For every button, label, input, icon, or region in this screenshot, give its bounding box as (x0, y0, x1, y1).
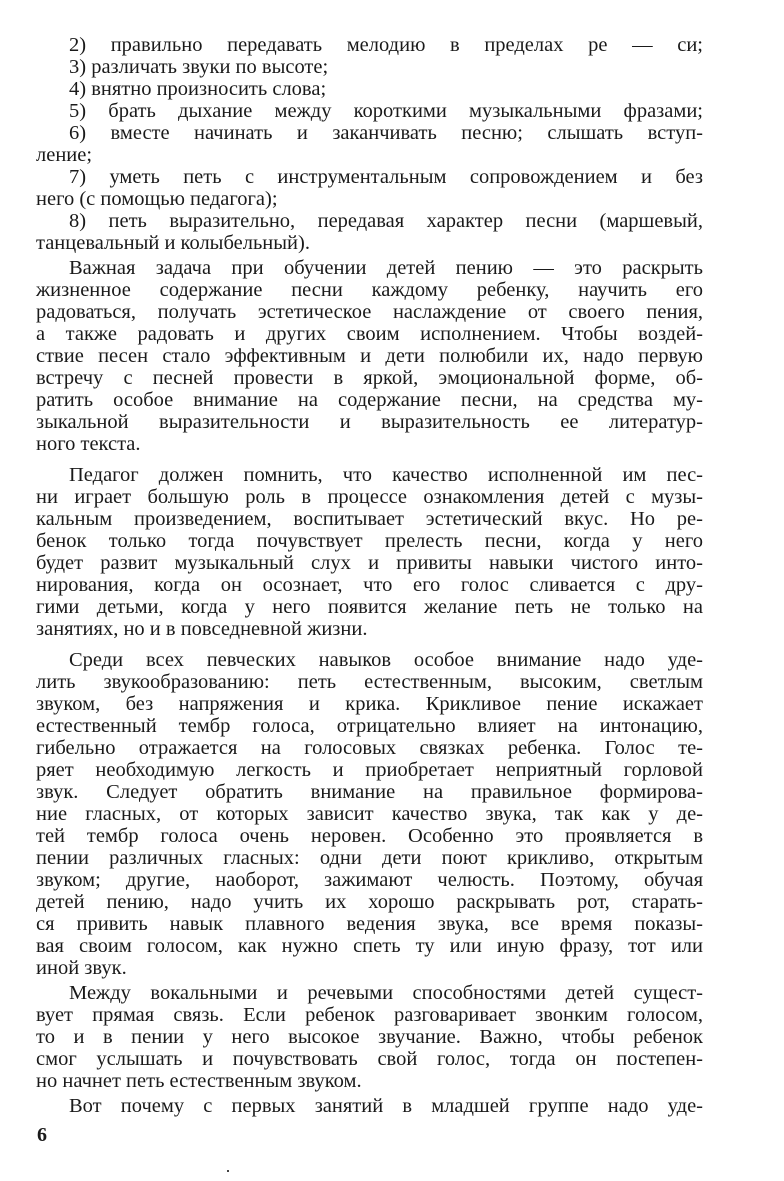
text-line: детей пению, надо учить их хорошо раскрывать рот, старать- (36, 891, 703, 913)
text-line: ствие песен стало эффективным и дети полюбили их, надо первую (36, 345, 703, 367)
text-line: звук. Следует обратить внимание на правильное формирова- (36, 781, 703, 803)
text-line: зыкальной выразительности и выразительность ее литератур- (36, 411, 703, 433)
list-item (36, 56, 703, 78)
text-line: жизненное содержание песни каждому ребенку, научить его (36, 279, 703, 301)
text-line: Среди всех певческих навыков особое внимание надо уде- (69, 649, 703, 671)
list-item (36, 210, 703, 254)
text-line: бенок только тогда почувствует прелесть песни, когда у него (36, 530, 703, 552)
text-line: нирования, когда он осознает, что его голос сливается с дру- (36, 574, 703, 596)
list-item (36, 166, 703, 210)
text-line: вует прямая связь. Если ребенок разговаривает звонким голосом, (36, 1004, 703, 1026)
text-line: 3) различать звуки по высоте; (69, 56, 329, 78)
paragraph (36, 1095, 703, 1117)
text-line: звуком, без напряжения и крика. Крикливое пение искажает (36, 693, 703, 715)
text-line: иной звук. (36, 957, 127, 979)
paragraph (36, 982, 703, 1092)
text-line: ратить особое внимание на содержание песни, на средства му- (36, 389, 703, 411)
text-line: ного текста. (36, 433, 141, 455)
text-line: ни играет большую роль в процессе ознакомления детей с музы- (36, 486, 703, 508)
text-line: будет развит музыкальный слух и привиты навыки чистого инто- (36, 552, 703, 574)
text-line: ление; (36, 144, 93, 166)
text-line: 2) правильно передавать мелодию в пределах ре — си; (69, 34, 703, 56)
text-line: звуком; другие, наоборот, зажимают челюсть. Поэтому, обучая (36, 869, 703, 891)
text-line: ряет необходимую легкость и приобретает неприятный горловой (36, 759, 703, 781)
text-line: занятиях, но и в повседневной жизни. (36, 618, 368, 640)
text-line: 6) вместе начинать и заканчивать песню; слышать вступ- (69, 122, 703, 144)
text-line: Вот почему с первых занятий в младшей группе надо уде- (69, 1095, 703, 1117)
text-line: ние гласных, от которых зависит качество звука, так как у де- (36, 803, 703, 825)
text-line: тей тембр голоса очень неровен. Особенно это проявляется в (36, 825, 703, 847)
list-item (36, 100, 703, 122)
text-line: лить звукообразованию: петь естественным, высоким, светлым (36, 671, 703, 693)
paragraph (36, 257, 703, 455)
text-line: пении различных гласных: одни дети поют крикливо, открытым (36, 847, 703, 869)
text-line: 7) уметь петь с инструментальным сопровождением и без (69, 166, 703, 188)
text-line: естественный тембр голоса, отрицательно влияет на интонацию, (36, 715, 703, 737)
text-line: радоваться, получать эстетическое наслаждение от своего пения, (36, 301, 703, 323)
text-line: гими детьми, когда у него появится желание петь не только на (36, 596, 703, 618)
text-line: Между вокальными и речевыми способностями детей сущест- (69, 982, 703, 1004)
text-line: 8) петь выразительно, передавая характер песни (маршевый, (69, 210, 703, 232)
page-number: 6 (37, 1124, 47, 1146)
text-line: вая своим голосом, как нужно спеть ту или иную фразу, тот или (36, 935, 703, 957)
list-item (36, 34, 703, 56)
text-line: но начнет петь естественным звуком. (36, 1070, 362, 1092)
text-line: то и в пении у него высокое звучание. Важно, чтобы ребенок (36, 1026, 703, 1048)
text-line: Педагог должен помнить, что качество исполненной им пес- (69, 464, 703, 486)
text-line: танцевальный и колыбельный). (36, 232, 310, 254)
list-item (36, 122, 703, 166)
scan-speck (227, 1170, 229, 1172)
text-line: него (с помощью педагога); (36, 188, 278, 210)
text-line: Важная задача при обучении детей пению — это раскрыть (69, 257, 703, 279)
text-line: гибельно отражается на голосовых связках ребенка. Голос те- (36, 737, 703, 759)
page-text (36, 34, 703, 1117)
text-line: 5) брать дыхание между короткими музыкальными фразами; (69, 100, 703, 122)
paragraph (36, 649, 703, 979)
text-line: ся привить навык плавного ведения звука, все время показы- (36, 913, 703, 935)
list-item (36, 78, 703, 100)
paragraph (36, 464, 703, 640)
text-line: кальным произведением, воспитывает эстетический вкус. Но ре- (36, 508, 703, 530)
text-line: а также радовать и других своим исполнением. Чтобы воздей- (36, 323, 703, 345)
text-line: встречу с песней провести в яркой, эмоциональной форме, об- (36, 367, 703, 389)
text-line: смог услышать и почувствовать свой голос, тогда он постепен- (36, 1048, 703, 1070)
text-line: 4) внятно произносить слова; (69, 78, 327, 100)
